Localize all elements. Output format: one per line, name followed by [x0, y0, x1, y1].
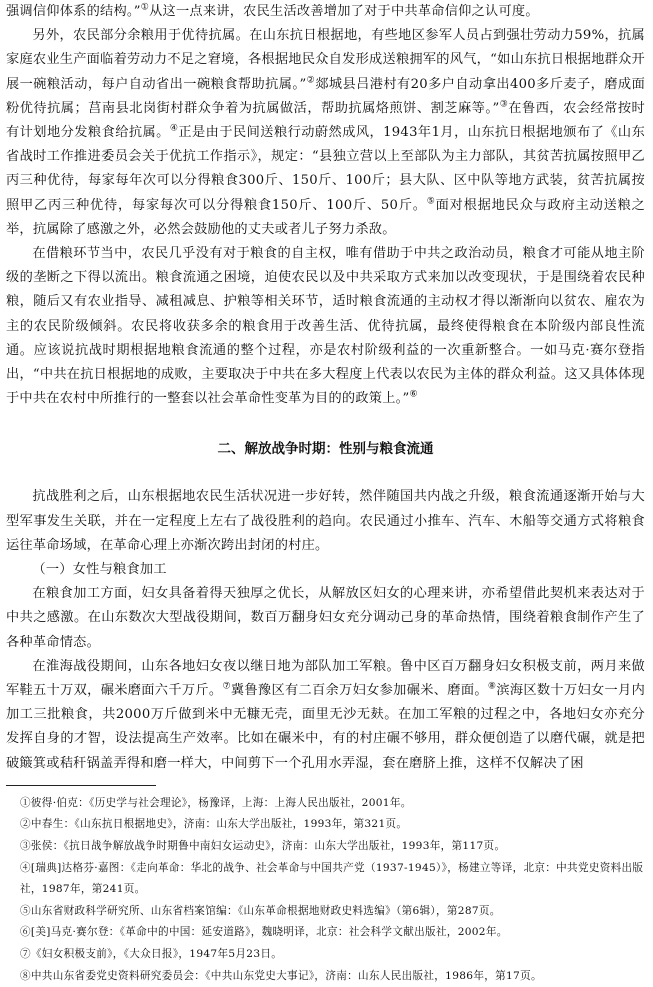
- footnote-7: [6, 944, 645, 966]
- footnote-ref[interactable]: ⑤: [426, 196, 436, 207]
- footnote-ref[interactable]: ①: [140, 2, 150, 13]
- footnote-3: [6, 836, 645, 858]
- paragraph-3: [6, 242, 645, 411]
- footnote-4: [6, 858, 645, 901]
- paragraph-text: 在淮海战役期间，山东各地妇女夜以继日地为部队加工军粮。鲁中区百万翻身妇女积极支前，两月来做军鞋五十万双，碾米磨面六千万斤。: [6, 658, 645, 699]
- footnote-ref[interactable]: ⑥: [409, 389, 418, 400]
- footnote-text: 中共山东省委党史资料研究委员会：《中共山东党史大事记》，济南：山东人民出版社，1986年，第17页。: [30, 969, 542, 982]
- paragraph-text: 在粮食加工方面，妇女具备着得天独厚之优长，从解放区妇女的心理来讲，亦希望借此契机来表达对于中共之感激。在山东数次大型战役期间，数百万翻身妇女充分调动己身的革命热情，围绕着粮食制作产生了各种革命情态。: [6, 586, 645, 650]
- paragraph-text: 从这一点来讲，农民生活改善增加了对于中共革命信仰之认可度。: [149, 4, 539, 19]
- body-text: [6, 0, 645, 776]
- footnote-number: ①: [20, 796, 31, 809]
- footnote-ref[interactable]: ⑧: [487, 681, 497, 692]
- footnote-text: 山东省财政科学研究所、山东省档案馆编：《山东革命根据地财政史料选编》（第6辑），第287页。: [30, 904, 501, 917]
- paragraph-5: [6, 582, 645, 655]
- footnote-ref[interactable]: ②: [306, 75, 316, 86]
- paragraph-text: 抗战胜利之后，山东根据地农民生活状况进一步好转，然伴随国共内战之升级，粮食流通逐渐开始与大型军事发生关联，并在一定程度上左右了战役胜利的趋向。农民通过小推车、汽车、木船等交通方式将粮食运往革命场域，在革命心理上亦渐次跨出封闭的村庄。: [6, 489, 645, 553]
- paragraph-text: 冀鲁豫区有二百余万妇女参加碾米、磨面。: [230, 683, 488, 699]
- footnote-number: ④: [20, 861, 31, 874]
- footnote-text: 中春生：《山东抗日根据地史》，济南：山东大学出版社，1993年，第321页。: [30, 818, 408, 831]
- footnote-text: [瑞典]达格芬·嘉图：《走向革命：华北的战争、社会革命与中国共产党（1937-1945）》，杨建立等译，北京：中共党史资料出版社，1987年，第241页。: [20, 861, 644, 896]
- footnote-6: [6, 922, 645, 944]
- paragraph-1: [6, 0, 645, 24]
- paragraph-text: 另外，农民部分余粮用于优待抗属。在山东抗日根据地，有些地区参军人员占到强壮劳动力59%，抗属家庭农业生产面临着劳动力不足之窘境，各根据地民众自发形成送粮拥军的风气，“如山东抗日根据地群众开展一碗粮活动，每户自动省出一碗粮食帮助抗属。”: [6, 28, 645, 92]
- paragraph-4: [6, 485, 645, 558]
- footnote-divider: [6, 785, 156, 786]
- section-title: 二、解放战争时期：性别与粮食流通: [217, 441, 434, 458]
- footnote-ref[interactable]: ③: [499, 99, 509, 110]
- footnote-ref[interactable]: ⑦: [222, 681, 231, 692]
- footnote-number: ⑧: [20, 969, 31, 982]
- footnote-number: ⑥: [20, 926, 31, 939]
- paragraph-6: [6, 655, 645, 776]
- paragraph-text: 滨海区数十万妇女一月内加工三批粮食，共2000万斤做到米中无糠无壳，面里无沙无麸。在加工军粮的过程之中，各地妇女亦充分发挥自身的才智，设法提高生产效率。比如在碾米中，有的村庄碾不够用，群众便创造了以磨代碾，就是把破簸箕或秸秆锅盖弄得和磨一样大，中间剪下一个孔用水弄湿，套在磨脐上推，这样不仅解决了困: [6, 683, 646, 771]
- footnote-1: [6, 793, 645, 815]
- paragraph-text: 面对根据地民众与政府主动送粮之举，抗属除了感激之外，必然会鼓励他的丈夫或者儿子努力杀敌。: [6, 197, 646, 237]
- footnote-number: ⑦: [20, 948, 31, 961]
- paragraph-text: 正是由于民间送粮行动蔚然成风，1943年1月，山东抗日根据地颁布了《山东省战时工作推进委员会关于优抗工作指示》，规定：“县独立营以上至部队为主力部队，其贫苦抗属按照甲乙丙三种优待，每家每年次可以分得粮食300斤、150斤、100斤；县大队、区中队等地方武装，贫苦抗属按照甲乙丙三种优待，每家每次可以分得粮食150斤、100斤、50斤。: [6, 125, 646, 213]
- subsection-title: （一）女性与粮食加工: [32, 562, 167, 578]
- paragraph-2: [6, 24, 645, 242]
- footnote-number: ⑤: [20, 904, 31, 917]
- paragraph-text: 在鲁西，农会经常按时有计划地分发粮食给抗属。: [6, 100, 645, 141]
- paragraph-text: 郯城县吕港村有20多户自动拿出400多斤麦子，磨成面粉优待抗属；莒南县北岗街村群众争着为抗属做活，帮助抗属烙煎饼、割芝麻等。”: [6, 76, 646, 116]
- footnote-text: 张侯：《抗日战争解放战争时期鲁中南妇女运动史》，济南：山东大学出版社，1993年，第117页。: [30, 840, 506, 853]
- footnote-5: [6, 901, 645, 923]
- footnote-8: [6, 966, 645, 987]
- footnote-number: ②: [20, 818, 31, 831]
- footnote-text: 《妇女积极支前》，《大众日报》，1947年5月23日。: [30, 948, 283, 961]
- footnote-2: [6, 814, 645, 836]
- paragraph-text: 强调信仰体系的结构。”: [6, 4, 141, 19]
- paragraph-text: 在借粮环节当中，农民几乎没有对于粮食的自主权，唯有借助于中共之政治动员，粮食才可能从地主阶级的垄断之下得以流出。粮食流通之困境，迫使农民以及中共采取方式来加以改变现状，于是围绕着农民种粮，随后又有农业指导、减租减息、护粮等相关环节，适时粮食流通的主动权才得以渐渐向以贫农、雇农为主的农民阶级倾斜。农民将收获多余的粮食用于改善生活、优待抗属，最终使得粮食在本阶级内部良性流通。应该说抗战时期根据地粮食流通的整个过程，亦是农村阶级利益的一次重新整合。一如马克·赛尔登指出，“中共在抗日根据地的成败，主要取决于中共在多大程度上代表以农民为主体的群众利益。这又具体体现于中共在农村中所推行的一整套以社会革命性变革为目的的政策上。”: [6, 246, 645, 407]
- footnote-number: ③: [20, 840, 31, 853]
- footnote-text: [美]马克·赛尔登：《革命中的中国：延安道路》，魏晓明译，北京：社会科学文献出版社，2002年。: [30, 926, 508, 939]
- footnote-text: 彼得·伯克：《历史学与社会理论》，杨豫译，上海：上海人民出版社，2001年。: [30, 796, 412, 809]
- footnotes: [6, 793, 645, 987]
- footnote-ref[interactable]: ④: [169, 123, 179, 134]
